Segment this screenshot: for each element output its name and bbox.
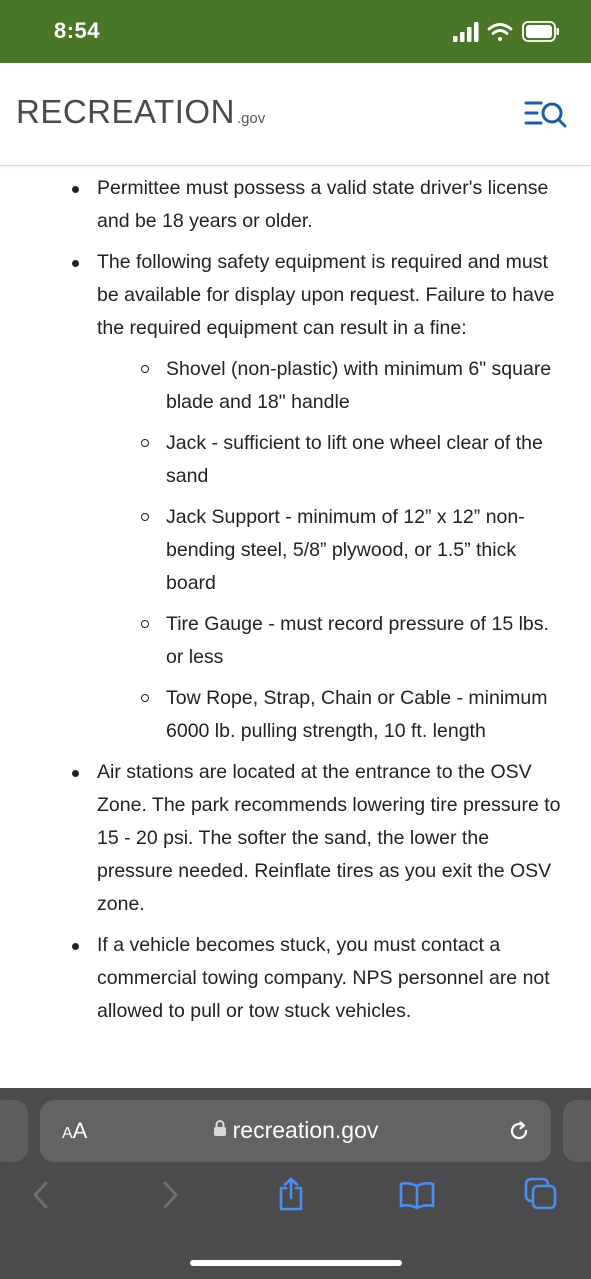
bullet-circle: [141, 694, 149, 702]
next-tab-preview[interactable]: [563, 1100, 591, 1162]
reader-options-button[interactable]: AA: [62, 1118, 88, 1143]
bullet-circle: [141, 439, 149, 447]
back-button[interactable]: [30, 1180, 54, 1215]
status-bar: [0, 0, 591, 63]
browser-nav-row: [0, 1180, 591, 1220]
recreation-gov-logo[interactable]: [16, 93, 265, 133]
bullet-circle: [141, 365, 149, 373]
book-icon: [398, 1180, 436, 1210]
wifi-icon: [489, 25, 511, 42]
sub-list-item: [97, 353, 567, 419]
sub-list-item: [97, 608, 567, 674]
forward-button[interactable]: [157, 1180, 181, 1215]
logo-suffix: .gov: [236, 110, 266, 127]
reload-icon[interactable]: [507, 1119, 531, 1148]
list-item-text: Air stations are located at the entrance to the OSV Zone. The park recommends lowering tire pressure to 15 - 20 psi. The softer the sand, the lower the pressure needed. Reinflate tires as you exit the OSV zone.: [97, 761, 561, 915]
share-icon: [276, 1176, 306, 1212]
list-item: [0, 756, 591, 921]
tabs-icon: [523, 1176, 559, 1212]
browser-toolbar: [0, 1088, 591, 1279]
list-item: [0, 246, 591, 748]
bullet-dot: [72, 186, 79, 193]
home-indicator[interactable]: [190, 1260, 402, 1266]
sub-list-item-text: Tow Rope, Strap, Chain or Cable - minimum 6000 lb. pulling strength, 10 ft. length: [166, 687, 548, 742]
share-button[interactable]: [276, 1176, 306, 1217]
list-item: [0, 172, 591, 238]
battery-icon: [523, 22, 559, 41]
sub-list-item-text: Jack Support - minimum of 12” x 12” non-bending steel, 5/8” plywood, or 1.5” thick board: [166, 506, 525, 594]
bullet-circle: [141, 513, 149, 521]
menu-search-icon[interactable]: [523, 97, 569, 133]
status-time: 8:54: [54, 18, 101, 43]
sub-list-item-text: Tire Gauge - must record pressure of 15 lbs. or less: [166, 613, 549, 668]
sub-list-item: [97, 501, 567, 600]
cellular-signal-icon: [453, 22, 479, 42]
bullet-dot: [72, 260, 79, 267]
requirements-list: [0, 172, 591, 1028]
url-text: recreation.gov: [232, 1117, 379, 1143]
list-item-text: Permittee must possess a valid state driver's license and be 18 years or older.: [97, 177, 549, 232]
bookmarks-button[interactable]: [398, 1180, 436, 1215]
list-item: [0, 929, 591, 1028]
list-item-text: If a vehicle becomes stuck, you must contact a commercial towing company. NPS personnel are not allowed to pull or tow stuck vehicles.: [97, 934, 550, 1022]
url-display[interactable]: [40, 1117, 551, 1144]
bullet-dot: [72, 943, 79, 950]
bullet-dot: [72, 770, 79, 777]
bullet-circle: [141, 620, 149, 628]
tabs-button[interactable]: [523, 1176, 559, 1217]
address-bar[interactable]: [40, 1100, 551, 1162]
sub-list-item-text: Shovel (non-plastic) with minimum 6" square blade and 18" handle: [166, 358, 552, 413]
chevron-right-icon: [157, 1180, 181, 1210]
sub-list-item: [97, 427, 567, 493]
chevron-left-icon: [30, 1180, 54, 1210]
site-header: [0, 63, 591, 166]
sub-list-item-text: Jack - sufficient to lift one wheel clear of the sand: [166, 432, 543, 487]
previous-tab-preview[interactable]: [0, 1100, 28, 1162]
equipment-list: [97, 353, 567, 748]
list-item-text: The following safety equipment is required and must be available for display upon request. Failure to have the required equipment can result in a fine:: [97, 251, 555, 339]
status-icons: [453, 20, 563, 44]
lock-icon: [213, 1116, 227, 1143]
sub-list-item: [97, 682, 567, 748]
logo-text: RECREATION: [16, 93, 235, 130]
page-content: [0, 166, 591, 1088]
